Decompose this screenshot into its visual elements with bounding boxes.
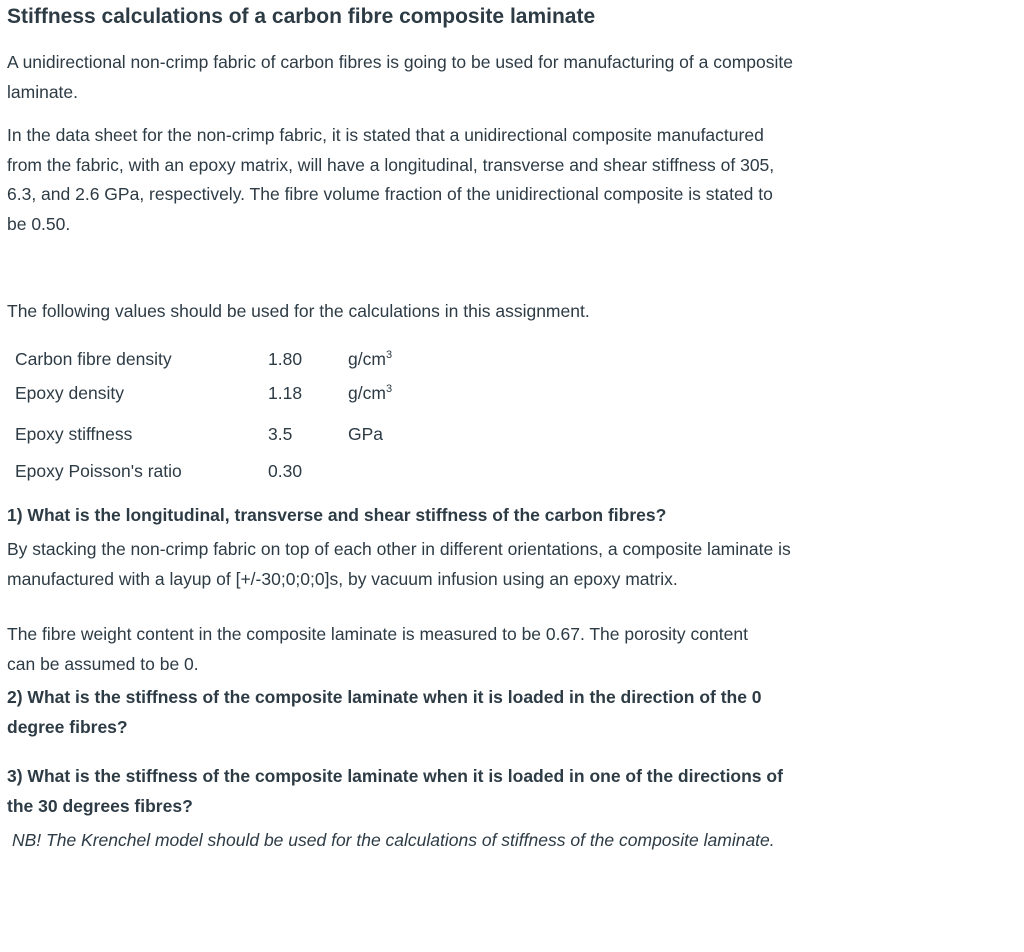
nb-note: NB! The Krenchel model should be used for the calculations of stiffness of the composite laminate. — [12, 830, 775, 850]
datasheet-paragraph: In the data sheet for the non-crimp fabric, it is stated that a unidirectional composite manufactured from the fabric, with an epoxy matrix, will have a longitudinal, transverse and shear stiffness of 305, 6.3, and 2.6 GPa, respectively. The fibre volume fraction of the unidirectional composite is stated to be 0.50. — [7, 125, 775, 234]
table-row — [8, 454, 399, 488]
value-unit — [341, 454, 399, 488]
values-intro: The following values should be used for the calculations in this assignment. — [7, 301, 590, 321]
value-number: 1.18 — [268, 382, 303, 403]
value-number: 0.30 — [268, 460, 303, 481]
value-unit: $g/cm^3$ — [348, 382, 393, 403]
question-3: 3) What is the stiffness of the composite laminate when it is loaded in one of the directions of the 30 degrees fibres? — [7, 766, 783, 816]
intro-paragraph: A unidirectional non-crimp fabric of carbon fibres is going to be used for manufacturing of a composite laminate. — [7, 52, 793, 102]
value-number: 1.80 — [268, 348, 303, 369]
values-table — [8, 342, 399, 488]
value-unit: GPa — [348, 424, 384, 444]
table-row — [8, 410, 399, 454]
value-name: Epoxy density — [15, 382, 124, 403]
value-name: Carbon fibre density — [15, 348, 172, 369]
value-number: 3.5 — [268, 424, 293, 444]
weight-paragraph: The fibre weight content in the composite laminate is measured to be 0.67. The porosity content can be assumed to be 0. — [7, 624, 748, 674]
table-row — [8, 376, 399, 410]
page-title: Stiffness calculations of a carbon fibre composite laminate — [7, 5, 596, 28]
value-name: Epoxy stiffness — [15, 424, 133, 444]
question-2: 2) What is the stiffness of the composite laminate when it is loaded in the direction of the 0 degree fibres? — [7, 687, 762, 737]
table-row — [8, 342, 399, 376]
layup-paragraph: By stacking the non-crimp fabric on top of each other in different orientations, a composite laminate is manufactured with a layup of [+/-30;0;0;0]s, by vacuum infusion using an epoxy matrix. — [7, 539, 791, 589]
value-unit: $g/cm^3$ — [348, 348, 393, 369]
value-name: Epoxy Poisson's ratio — [15, 460, 182, 481]
question-1: 1) What is the longitudinal, transverse and shear stiffness of the carbon fibres? — [7, 505, 667, 525]
